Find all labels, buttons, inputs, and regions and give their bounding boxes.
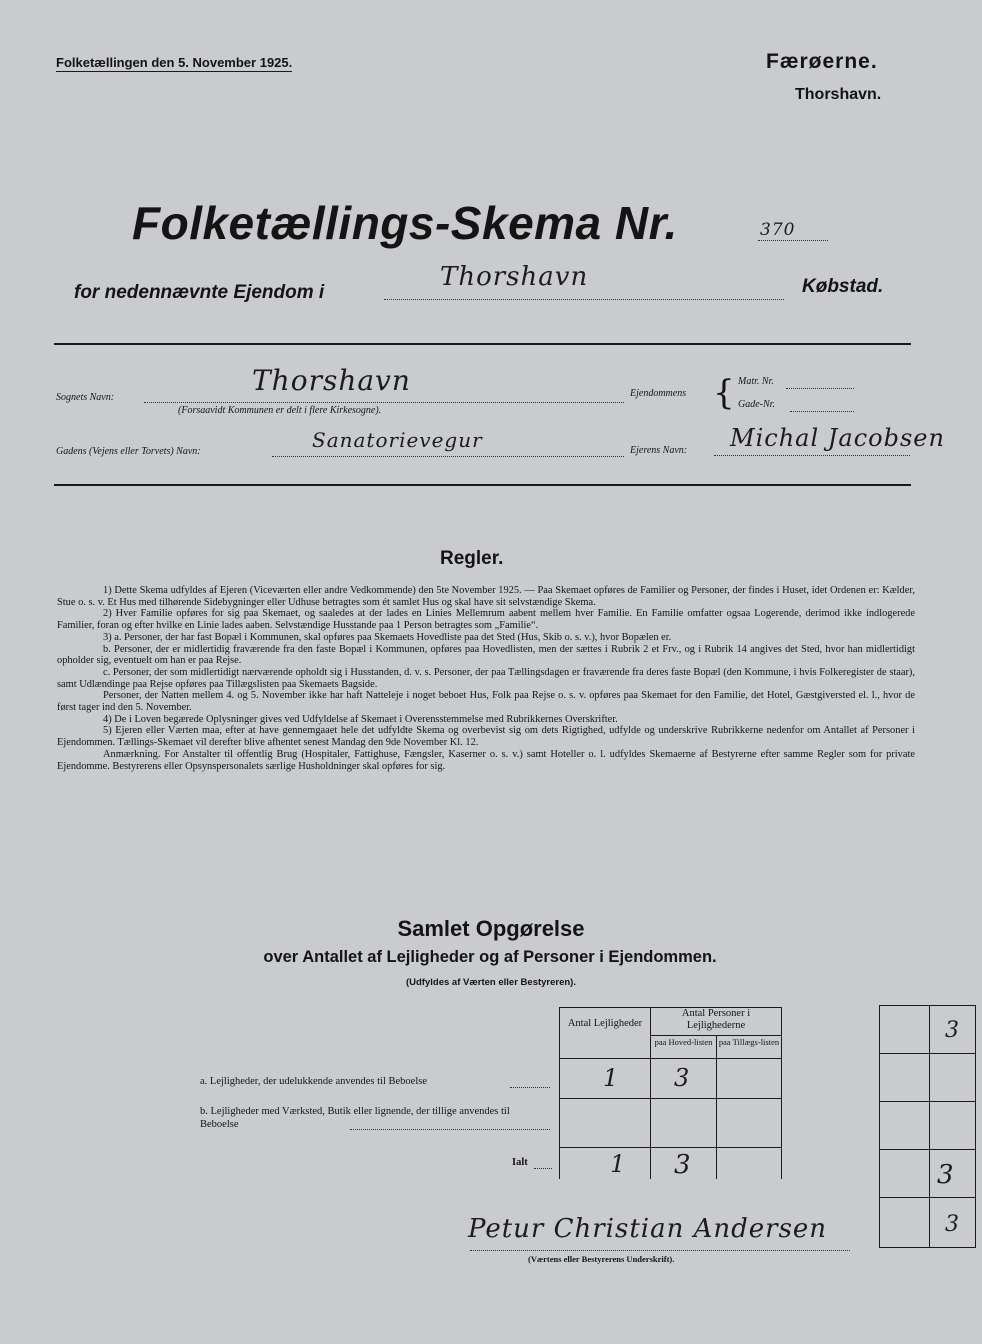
rule-3b: b. Personer, der er midlertidig fraværende fra den faste Bopæl i Kommunen, opføres paa Hovedlisten, men der sættes i Rubrik 2 et Frv., og i Rubrik 14 angives det Sted, hvor han midlertidigt opholder sig, eventuelt om han er paa Rejse. xyxy=(57,643,915,667)
side-box-line-4 xyxy=(879,1197,975,1198)
side-box-value-2[interactable]: 3 xyxy=(937,1160,955,1190)
rule-3a: 3) a. Personer, der har fast Bopæl i Kommunen, skal opføres paa Skemaets Hovedliste paa det Sted (Hus, Skib o. s. v.), hvor Bopælen er. xyxy=(103,631,672,643)
census-date-line: Folketællingen den 5. November 1925. xyxy=(56,55,293,70)
row-a-dots xyxy=(510,1087,550,1088)
side-box-value-3[interactable]: 3 xyxy=(945,1212,960,1237)
gade-nr-line xyxy=(790,411,854,412)
side-box-line-1 xyxy=(879,1053,975,1054)
row-a-hoved[interactable]: 3 xyxy=(674,1064,691,1092)
rule-night: Personer, der Natten mellem 4. og 5. November ikke har haft Natteleje i noget beboet Hus, Folk paa Rejse o. s. v. opføres paa Skemaet for den Familie, det Hotel, Gæstgiversted el. l., hvor de først tager ind den 5. November. xyxy=(57,690,915,714)
row-b-dots xyxy=(350,1129,550,1130)
rule-1: 1) Dette Skema udfyldes af Ejeren (Viceværten eller andre Vedkommende) den 5te November 1925. — Paa Skemaet opføres de Familier og Personer, der findes i Huset, idet Ordenen er: Kælder, Stue o. s. v. Et Hus med tilhørende Sidebygninger eller Udhuse betragtes som ét samlet Hus og skal have sit selvstændige Skema. xyxy=(57,585,915,608)
summary-subheading: over Antallet af Lejligheder og af Personer i Ejendommen. xyxy=(263,948,717,966)
ejendom-brace: { xyxy=(713,373,735,413)
signature-caption: (Værtens eller Bestyrerens Underskrift). xyxy=(528,1254,675,1264)
property-town[interactable]: Thorshavn xyxy=(440,262,589,292)
table-subheader-line xyxy=(650,1035,781,1036)
property-town-line xyxy=(384,299,784,300)
signature[interactable]: Petur Christian Andersen xyxy=(468,1214,828,1244)
table-vline-2 xyxy=(650,1007,651,1179)
side-box-grid xyxy=(879,1005,976,1248)
sogn-note: (Forsaavidt Kommunen er delt i flere Kirkesogne). xyxy=(178,405,382,416)
table-vline-4 xyxy=(781,1007,782,1179)
ejendom-label: Ejendommens xyxy=(630,388,687,399)
row-a-label: a. Lejligheder, der udelukkende anvendes til Beboelse xyxy=(200,1076,427,1087)
table-row-b-line xyxy=(559,1147,781,1148)
matr-label: Matr. Nr. xyxy=(738,376,774,387)
row-total-dots xyxy=(534,1168,552,1169)
sogn-line xyxy=(144,402,624,403)
gade-nr-label: Gade-Nr. xyxy=(738,399,775,410)
side-box-line-2 xyxy=(879,1101,975,1102)
kobstad-label: Købstad. xyxy=(802,276,884,297)
side-box-value-1[interactable]: 3 xyxy=(945,1018,960,1043)
gade-value[interactable]: Sanatorievegur xyxy=(312,428,483,452)
bottom-divider xyxy=(54,484,911,486)
rules-heading: Regler. xyxy=(440,548,504,569)
ejer-value[interactable]: Michal Jacobsen xyxy=(730,424,945,452)
row-total-label: Ialt xyxy=(512,1157,528,1168)
side-box-divider xyxy=(929,1005,930,1247)
ejer-label: Ejerens Navn: xyxy=(630,445,688,456)
summary-note: (Udfyldes af Værten eller Bestyreren). xyxy=(405,977,576,988)
form-number: 370 xyxy=(760,220,796,240)
gade-line xyxy=(272,456,624,457)
ejer-line xyxy=(714,455,910,456)
region-title: Færøerne. xyxy=(766,50,878,73)
form-number-line xyxy=(758,240,828,241)
rule-2: 2) Hver Familie opføres for sig paa Skemaet, og saaledes at der lades en Linies Mellemrum aabent mellem hver Familie. En Familie omfatter ogsaa Logerende, derimod ikke indlogerede Familier, foran og efter hvilke en Linie lades aaben. Selvstændige Husstande paa 1 Person betragtes som „Familie“. xyxy=(57,608,915,632)
col-antal-header: Antal Lejligheder xyxy=(567,1018,643,1029)
rule-note: Anmærkning. For Anstalter til offentlig Brug (Hospitaler, Fattighuse, Fængsler, Kaserner o. s. v.) samt Hoteller o. l. udfyldes Skemaerne af Bestyrerne efter samme Regler som for private Ejendomme. Bestyrerens eller Opsynspersonalets særlige Husholdninger skal opføres for sig. xyxy=(57,748,915,772)
row-b-label: b. Lejligheder med Værksted, Butik eller lignende, der tillige anvendes til Beboelse xyxy=(200,1106,510,1130)
col-personer-header: Antal Personer i Lejlighederne xyxy=(681,1008,751,1031)
table-vline-3 xyxy=(716,1035,717,1179)
row-a-antal[interactable]: 1 xyxy=(603,1064,620,1092)
col-tillaeg-header: paa Tillægs-listen xyxy=(718,1037,780,1047)
gade-label: Gadens (Vejens eller Torvets) Navn: xyxy=(56,446,201,457)
matr-line xyxy=(786,388,854,389)
side-box-line-3 xyxy=(879,1149,975,1150)
col-hoved-header: paa Hoved-listen xyxy=(654,1037,713,1047)
rules-body xyxy=(57,585,915,772)
form-title: Folketællings-Skema Nr. xyxy=(132,197,678,249)
sogn-label: Sognets Navn: xyxy=(56,392,115,403)
table-header-line xyxy=(559,1058,781,1059)
rule-4: 4) De i Loven begærede Oplysninger gives ved Udfyldelse af Skemaet i Overensstemmelse med Rubrikkernes Overskrifter. xyxy=(103,713,618,725)
top-divider xyxy=(54,343,911,345)
rule-3c: c. Personer, der som midlertidigt nærværende opholdt sig i Husstanden, d. v. s. Personer, der paa Tællingsdagen er fraværende fra deres faste Bopæl (den Kommune, i hvis Folkeregister de staar), samt Udlændinge paa Rejse opføres paa Tillægslisten paa Skemaets Bagside. xyxy=(57,666,915,690)
summary-heading: Samlet Opgørelse xyxy=(397,916,585,941)
table-row-a-line xyxy=(559,1098,781,1099)
signature-line xyxy=(470,1250,850,1251)
town-title: Thorshavn. xyxy=(795,86,882,103)
total-hoved[interactable]: 3 xyxy=(674,1150,692,1180)
sogn-value[interactable]: Thorshavn xyxy=(252,364,411,397)
total-antal[interactable]: 1 xyxy=(610,1150,627,1178)
rule-5: 5) Ejeren eller Værten maa, efter at have gennemgaaet hele det udfyldte Skema og overbevist sig om dets Rigtighed, udfylde og underskrive Rubrikkerne nedenfor om Antallet af Personer i Ejendommen. Tællings-Skemaet vil derefter blive afhentet senest Mandag den 9de November Kl. 12. xyxy=(57,725,915,749)
property-label: for nedennævnte Ejendom i xyxy=(74,282,325,303)
table-vline-1 xyxy=(559,1007,560,1179)
